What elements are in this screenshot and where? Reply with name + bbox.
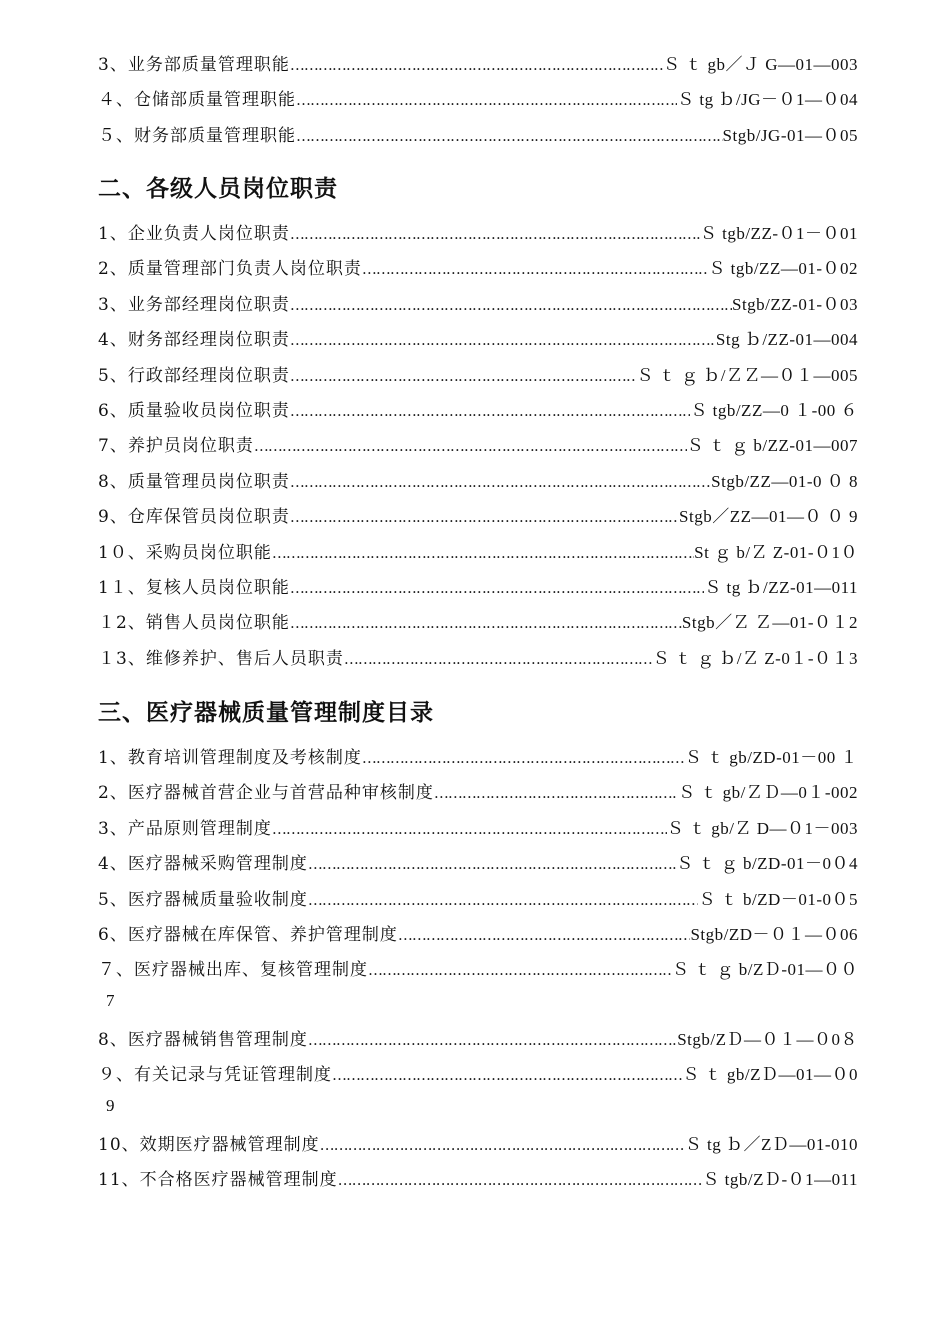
toc-leader-dots — [362, 749, 685, 767]
toc-entry — [98, 538, 858, 573]
toc-leader-dots — [254, 437, 687, 455]
toc-leader-dots — [290, 331, 716, 349]
toc-leader-dots — [290, 367, 637, 385]
toc-entry-title: １2、销售人员岗位职能 — [98, 613, 290, 634]
toc-entry-title: 1、企业负责人岗位职责 — [98, 224, 290, 244]
toc-leader-dots — [290, 402, 691, 420]
toc-entry-code: Ｓ tg ｂ/ZZ-01—011 — [704, 577, 858, 597]
toc-entry-title: 1、教育培训管理制度及考核制度 — [98, 748, 362, 768]
toc-leader-dots — [290, 296, 732, 314]
toc-entry-code: Ｓ ｔ b/ZD－01-0０5 — [698, 889, 858, 909]
toc-leader-dots — [434, 784, 678, 802]
toc-leader-dots — [338, 1171, 703, 1189]
toc-entry-code: Ｓ ｔ gb/ZＤ—01—０0 — [682, 1065, 858, 1085]
toc-leader-dots — [290, 473, 711, 491]
toc-entry-title: ９、有关记录与凭证管理制度 — [98, 1065, 332, 1086]
toc-section-functions — [98, 50, 858, 156]
toc-leader-dots — [272, 544, 694, 562]
toc-entry-code: Ｓ ｔ ｇ b/ZZ-01—007 — [686, 436, 858, 456]
toc-entry — [98, 396, 858, 431]
toc-entry — [98, 1130, 858, 1165]
toc-entry-title: ４、仓储部质量管理职能 — [98, 90, 296, 111]
toc-entry — [98, 121, 858, 156]
toc-entry — [98, 1165, 858, 1200]
toc-entry-code-continuation: 9 — [106, 1095, 115, 1115]
toc-leader-dots — [290, 579, 704, 597]
toc-leader-dots — [308, 855, 676, 873]
toc-entry — [98, 502, 858, 537]
toc-leader-dots — [290, 56, 663, 74]
toc-entry-title: ７、医疗器械出库、复核管理制度 — [98, 960, 368, 981]
toc-entry — [98, 361, 858, 396]
toc-entry-title: 2、医疗器械首营企业与首营品种审核制度 — [98, 783, 434, 804]
toc-entry-title: 1１、复核人员岗位职能 — [98, 577, 290, 598]
toc-entry — [98, 778, 858, 813]
toc-entry-code: Ｓ tgb/ZZ—0 １-00 ６ — [690, 400, 858, 420]
toc-entry-code: Ｓ ｔ gb/ZD-01－00 １ — [684, 748, 858, 767]
toc-leader-dots — [296, 91, 677, 109]
toc-entry-code: Stgb/ZZ-01-０03 — [732, 294, 858, 314]
toc-entry-title: 4、医疗器械采购管理制度 — [98, 854, 308, 875]
toc-entry — [98, 644, 858, 679]
toc-entry-title: 4、财务部经理岗位职责 — [98, 330, 290, 351]
toc-entry — [98, 743, 858, 778]
toc-entry-code: Ｓ ｔ ｇ ｂ/Ｚ Z-0１-０１3 — [652, 648, 858, 668]
toc-entry — [98, 254, 858, 289]
toc-entry — [98, 849, 858, 884]
toc-entry-title: 5、行政部经理岗位职责 — [98, 365, 290, 386]
toc-entry-title: 8、医疗器械销售管理制度 — [98, 1029, 308, 1050]
toc-entry — [98, 290, 858, 325]
toc-entry-title: 11、不合格医疗器械管理制度 — [98, 1169, 338, 1190]
toc-entry — [98, 920, 858, 955]
toc-entry — [98, 573, 858, 608]
toc-entry-code: Stgb/ZD－０１—０06 — [690, 924, 858, 944]
toc-leader-dots — [308, 891, 699, 909]
toc-leader-dots — [290, 508, 679, 526]
toc-entry-title: 2、质量管理部门负责人岗位职责 — [98, 259, 362, 280]
toc-entry-code: Ｓ tgb/ZZ-０1－０01 — [699, 224, 858, 243]
section-heading-management-system: 三、医疗器械质量管理制度目录 — [98, 700, 434, 726]
toc-leader-dots — [290, 225, 700, 243]
toc-section-staff-duties — [98, 219, 858, 679]
toc-entry-code: Ｓ ｔ gb／Ｊ G—01—003 — [662, 55, 858, 74]
toc-section-management-system — [98, 743, 858, 1200]
toc-leader-dots — [290, 614, 682, 632]
toc-leader-dots — [332, 1066, 682, 1084]
toc-entry-code: Ｓ ｔ gb/ＺＤ—0１-002 — [678, 783, 858, 803]
toc-entry-title: 10、效期医疗器械管理制度 — [98, 1134, 320, 1155]
toc-entry — [98, 85, 858, 120]
toc-entry — [98, 1025, 858, 1060]
toc-entry — [98, 219, 858, 254]
toc-entry — [98, 467, 858, 502]
toc-entry-code: Stg ｂ/ZZ-01—004 — [715, 330, 858, 350]
toc-entry — [98, 1060, 858, 1095]
toc-leader-dots — [398, 926, 691, 944]
toc-entry — [98, 608, 858, 643]
toc-leader-dots — [308, 1031, 677, 1049]
toc-entry-title: 9、仓库保管员岗位职责 — [98, 507, 290, 528]
toc-entry — [98, 325, 858, 360]
toc-entry-code: Ｓ tg ｂ/JG－０1—０04 — [677, 90, 858, 110]
toc-entry-title: 6、质量验收员岗位职责 — [98, 400, 290, 421]
toc-entry-code: Ｓ ｔ gb/Ｚ D—０1－003 — [666, 818, 858, 838]
toc-entry — [98, 814, 858, 849]
toc-leader-dots — [272, 820, 667, 838]
toc-entry-code: Ｓ tg ｂ／ZＤ—01-010 — [684, 1134, 858, 1154]
toc-leader-dots — [296, 127, 723, 145]
toc-entry — [98, 955, 858, 990]
toc-entry — [98, 885, 858, 920]
section-heading-staff-duties: 二、各级人员岗位职责 — [98, 176, 338, 202]
toc-entry-code: Ｓ ｔ ｇ b/ZＤ-01—００ — [671, 960, 858, 980]
toc-entry-code: Stgb/ZＤ—０１—０0８ — [677, 1029, 858, 1049]
toc-entry-code-continuation: 7 — [106, 990, 115, 1010]
toc-entry-code: Stgb/ZZ—01-0 ０ 8 — [711, 471, 858, 491]
toc-entry-code: Stgb/JG-01—０05 — [722, 125, 858, 145]
toc-entry-code: Ｓ tgb/ZＤ-０1—011 — [702, 1169, 858, 1189]
toc-entry-title: 3、业务部经理岗位职责 — [98, 294, 290, 315]
toc-entry-code: Stgb／ZZ—01—０ ０ 9 — [679, 507, 858, 527]
toc-leader-dots — [320, 1136, 685, 1154]
toc-entry-title: 8、质量管理员岗位职责 — [98, 471, 290, 492]
toc-entry — [98, 431, 858, 466]
toc-leader-dots — [362, 260, 709, 278]
toc-entry-code: Stgb／Ｚ Ｚ—01-０１2 — [681, 613, 858, 633]
toc-entry-title: 6、医疗器械在库保管、养护管理制度 — [98, 924, 398, 945]
toc-entry-title: 7、养护员岗位职责 — [98, 436, 254, 457]
toc-entry-title: １3、维修养护、售后人员职责 — [98, 648, 344, 669]
toc-leader-dots — [368, 961, 672, 979]
toc-entry-title: 3、业务部质量管理职能 — [98, 55, 290, 75]
toc-entry-code: Ｓ ｔ ｇ ｂ/ＺＺ—０１—005 — [636, 365, 858, 385]
toc-entry-title: 1０、采购员岗位职能 — [98, 542, 272, 563]
toc-entry-code: Ｓ tgb/ZZ—01-０02 — [708, 259, 858, 279]
toc-entry-title: 3、产品原则管理制度 — [98, 818, 272, 839]
toc-entry — [98, 50, 858, 85]
toc-entry-code: St ｇ b/Ｚ Z-01-０1０ — [694, 542, 858, 562]
toc-entry-code: Ｓ ｔ ｇ b/ZD-01－0０4 — [676, 854, 858, 874]
toc-entry-title: 5、医疗器械质量验收制度 — [98, 889, 308, 910]
toc-leader-dots — [344, 650, 653, 668]
toc-entry-title: ５、财务部质量管理职能 — [98, 125, 296, 146]
